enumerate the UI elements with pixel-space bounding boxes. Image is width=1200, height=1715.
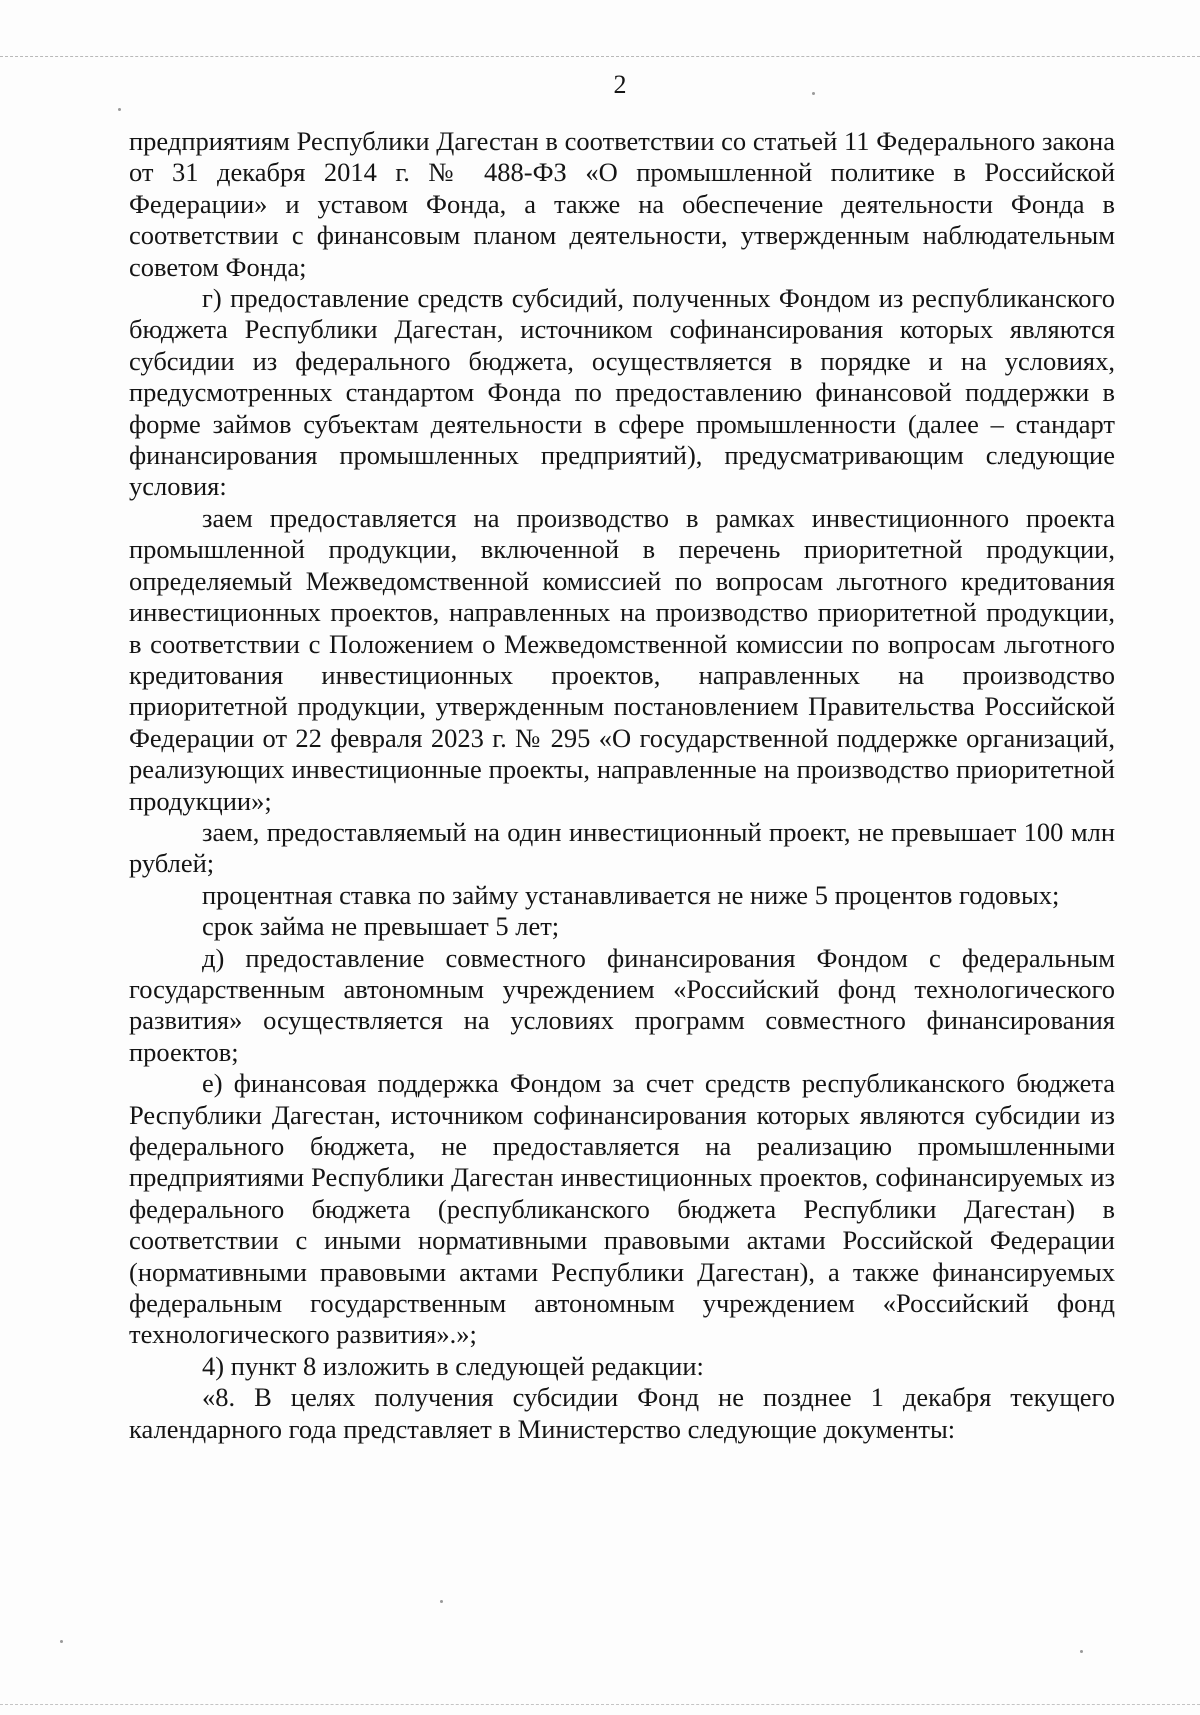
paragraph-point-8: «8. В целях получения субсидии Фонд не позднее 1 декабря текущего календарного года представляет в Министерство следующие документы:: [129, 1382, 1115, 1444]
paragraph-interest-rate: процентная ставка по займу устанавливается не ниже 5 процентов годовых;: [202, 879, 1060, 910]
paragraph-item-d: д) предоставление совместного финансирования Фондом с федеральным государственным автономным учреждением «Российский фонд технологического развития» осуществляется на условиях программ совместного финансирования проектов;: [129, 942, 1115, 1067]
paragraph-continuation: предприятиям Республики Дагестан в соответствии со статьей 11 Федерального закона от 31 декабря 2014 г. № 488-ФЗ «О промышленной политике в Российской Федерации» и уставом Фонда, а также на обеспечение деятельности Фонда в соответствии с финансовым планом деятельности, утвержденным наблюдательным советом Фонда;: [129, 126, 1115, 282]
paragraph-item-g: г) предоставление средств субсидий, полученных Фондом из республиканского бюджета Республики Дагестан, источником софинансирования которых являются субсидии из федерального бюджета, осуществляется в порядке и на условиях, предусмотренных стандартом Фонда по предоставлению финансовой поддержки в форме займов субъектам деятельности в сфере промышленности (далее – стандарт финансирования промышленных предприятий), предусматривающим следующие условия:: [129, 283, 1115, 502]
scan-edge-top: [0, 56, 1200, 57]
paragraph-item-4: 4) пункт 8 изложить в следующей редакции:: [202, 1350, 704, 1381]
paragraph-loan-term: срок займа не превышает 5 лет;: [202, 911, 560, 942]
paragraph-loan-purpose: заем предоставляется на производство в рамках инвестиционного проекта промышленной продукции, включенной в перечень приоритетной продукции, определяемый Межведомственной комиссией по вопросам льготного кредитования инвестиционных проектов, направленных на производство приоритетной продукции, в соответствии с Положением о Межведомственной комиссии по вопросам льготного кредитования инвестиционных проектов, направленных на производство приоритетной продукции, утвержденным постановлением Правительства Российской Федерации от 22 февраля 2023 г. № 295 «О государственной поддержке организаций, реализующих инвестиционные проекты, направленные на производство приоритетной продукции»;: [129, 502, 1115, 816]
paragraph-loan-amount: заем, предоставляемый на один инвестиционный проект, не превышает 100 млн рублей;: [129, 816, 1115, 879]
page-number: 2: [613, 70, 627, 99]
document-body: [129, 126, 1115, 1445]
scan-edge-bottom: [0, 1704, 1200, 1705]
scan-speck: [60, 1640, 63, 1643]
scan-speck: [440, 1600, 443, 1603]
paragraph-item-e: е) финансовая поддержка Фондом за счет средств республиканского бюджета Республики Дагестан, источником софинансирования которых являются субсидии из федерального бюджета, не предоставляется на реализацию промышленными предприятиями Республики Дагестан инвестиционных проектов, софинансируемых из федерального бюджета (республиканского бюджета Республики Дагестан) в соответствии с иными нормативными правовыми актами Российской Федерации (нормативными правовыми актами Республики Дагестан), а также финансируемых федеральным государственным автономным учреждением «Российский фонд технологического развития».»;: [129, 1068, 1115, 1350]
scan-speck: [1080, 1650, 1083, 1653]
scan-speck: [118, 108, 121, 111]
scan-speck: [812, 92, 815, 95]
